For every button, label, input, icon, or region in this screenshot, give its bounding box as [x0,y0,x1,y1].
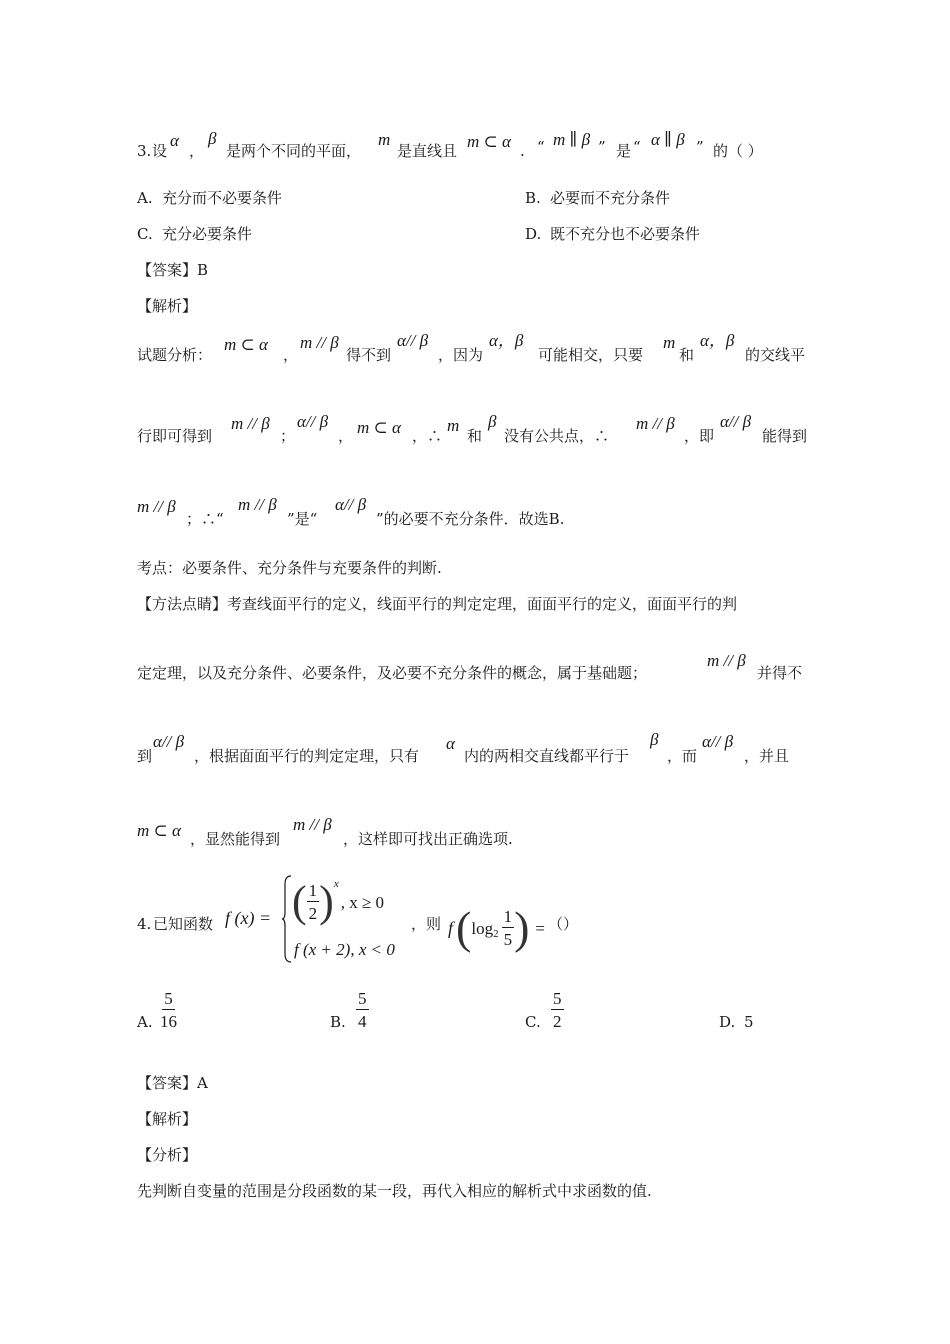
q3-option-a: 充分而不必要条件 [162,189,283,207]
q4-answer [137,1076,208,1091]
text: ； [280,427,296,445]
q3-beta: β [208,129,217,148]
text: 的交线平 [745,346,806,364]
q4-option-b-fraction [356,990,369,1030]
formula: α// β [335,495,367,514]
text: 和 [467,427,483,445]
q3-m-sub-alpha: m ⊂ α [467,132,511,151]
text: 并得不 [757,664,803,682]
q3-text-line: 是直线且 [397,142,458,160]
text: ， [338,427,354,445]
q4-option-a-fraction [160,990,177,1030]
left-paren-icon: ( [292,877,307,926]
q3-option-d-letter: D. [525,225,542,243]
text: ，即 [684,427,715,445]
q3-m-par-beta: m ∥ β [553,130,591,149]
q4-fenxi-label: 【分析】 [137,1146,198,1164]
text: ，这样即可找出正确选项. [343,830,513,848]
text: 试题分析： [137,346,213,364]
text: ，因为 [438,346,484,364]
q4-target-expression [448,902,545,953]
formula: α// β [702,732,734,751]
q3-lquote2: “ [633,138,641,156]
text: 没有公共点，∴ [504,427,610,445]
q4-fenxi-text: 先判断自变量的范围是分段函数的某一段，再代入相应的解析式中求函数的值. [137,1182,652,1200]
q3-m: m [378,130,391,149]
equals: = [535,918,545,938]
formula: m // β [300,333,339,352]
q3-alpha-par-beta: α ∥ β [651,130,685,149]
formula: m // β [636,414,675,433]
q3-text-planes: 是两个不同的平面， [226,142,362,160]
q3-option-b-letter: B. [525,189,541,207]
q4-analysis-label: 【解析】 [137,1110,198,1128]
q3-analysis-label: 【解析】 [137,297,198,315]
q3-rquote1: ” [598,138,606,156]
formula: β [650,730,659,749]
q4-number: 4. [137,915,152,933]
q4-case-2: f (x + 2), x < 0 [294,940,395,959]
formula: m ⊂ α [137,821,181,840]
q3-text-she: 设 [152,142,168,160]
formula: m ⊂ α [357,418,401,437]
q3-option-c: 充分必要条件 [162,225,253,243]
q3-option-d: 既不充分也不必要条件 [550,225,701,243]
q4-option-b-letter: B. [330,1013,346,1031]
condition: , x ≥ 0 [340,892,385,912]
formula: m // β [707,651,746,670]
left-paren-icon: ( [456,902,472,953]
function-f: f [448,918,454,938]
formula: α// β [397,331,429,350]
formula: m ⊂ α [224,335,268,354]
text: ；∴“ [186,510,224,528]
formula: α，β [700,331,735,350]
text: ，∴ [412,427,443,445]
formula: m // β [293,815,332,834]
formula: m // β [231,414,270,433]
q3-option-c-letter: C. [137,225,153,243]
text: ，而 [667,747,698,765]
numerator: 1 [503,907,513,926]
q4-option-c-fraction [551,990,564,1030]
formula: α// β [720,412,752,431]
formula: α [446,734,455,753]
formula: m // β [137,497,176,516]
text: 和 [679,346,695,364]
q3-comma: ， [189,142,205,160]
numerator: 5 [164,989,173,1008]
text: 定定理，以及充分条件、必要条件，及必要不充分条件的概念，属于基础题； [137,664,648,682]
q4-option-a-letter: A. [137,1013,153,1031]
q3-answer-label: 【答案】 [137,261,198,279]
text: ，并且 [744,747,790,765]
formula: α// β [153,732,185,751]
formula: α，β [489,331,524,350]
right-paren-icon: ) [514,902,530,953]
denominator: 5 [503,930,513,949]
q3-number: 3. [137,142,152,160]
text: 内的两相交直线都平行于 [464,747,630,765]
q3-option-b: 必要而不充分条件 [550,189,671,207]
text: ，显然能得到 [190,830,281,848]
q3-dot: . [520,142,525,160]
exponent: x [333,877,339,890]
log-base: 2 [493,927,499,940]
denominator: 4 [358,1012,367,1031]
text: 到 [137,747,153,765]
q3-option-a-letter: A. [137,189,153,207]
text: ”是“ [287,510,318,528]
q3-lquote1: “ [537,138,545,156]
text: 可能相交，只要 [538,346,644,364]
text: ， [283,346,299,364]
formula: α// β [297,412,329,431]
numerator: 1 [308,881,318,900]
numerator: 5 [358,989,367,1008]
formula: m [447,416,460,435]
denominator: 16 [160,1012,177,1031]
q3-rquote2: ” [696,138,704,156]
text: 能得到 [762,427,808,445]
q4-option-d-letter: D. [719,1013,736,1031]
numerator: 5 [553,989,562,1008]
text: ，根据面面平行的判定定理，只有 [194,747,420,765]
right-paren-icon: ) [319,877,334,926]
q3-answer [137,263,208,278]
q4-arg-fraction [502,908,515,948]
text: 行即可得到 [137,427,213,445]
q3-text-is: 是 [616,142,632,160]
formula: β [488,412,497,431]
q3-answer-value: B [197,261,209,279]
formula: m // β [238,495,277,514]
q4-option-d: 5 [744,1013,754,1031]
q4-option-c-letter: C. [525,1013,541,1031]
q4-fx: f (x) = [225,908,272,928]
text: 【方法点睛】考查线面平行的定义，线面平行的判定定理，面面平行的定义，面面平行的判 [137,595,738,613]
text: 得不到 [346,346,392,364]
q4-text-then: ，则 [411,915,442,933]
q3-text-of: 的（ ） [713,142,763,160]
q4-case-1 [292,877,385,926]
q4-blank: （） [548,915,579,933]
text: ”的必要不充分条件．故选B. [376,510,565,528]
q4-answer-value: A [197,1074,208,1092]
formula: m [663,333,676,352]
denominator: 2 [553,1012,562,1031]
q4-text-function: 已知函数 [153,915,214,933]
q4-case1-fraction [307,882,320,922]
q4-answer-label: 【答案】 [137,1074,198,1092]
denominator: 2 [308,904,318,923]
q3-kaodian: 考点：必要条件、充分条件与充要条件的判断. [137,559,442,577]
log: log [471,918,494,938]
q3-alpha: α [170,131,179,150]
